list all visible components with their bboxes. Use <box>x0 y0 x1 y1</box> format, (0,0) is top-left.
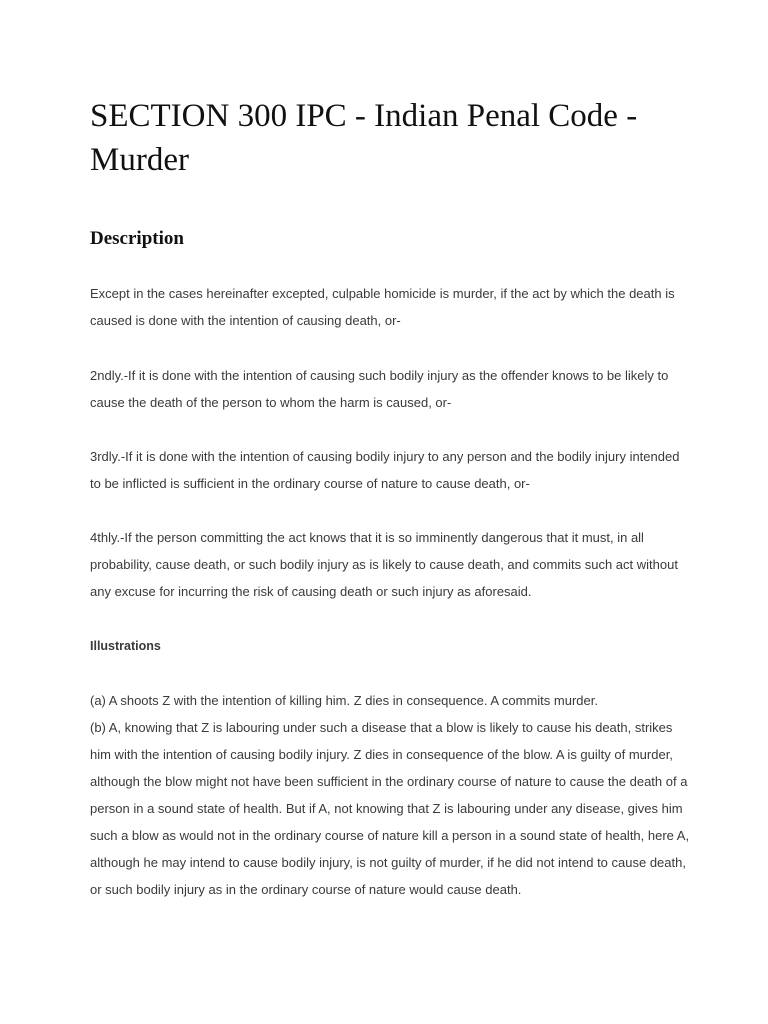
illustrations-heading: Illustrations <box>90 639 161 653</box>
paragraph-secondly: 2ndly.-If it is done with the intention of causing such bodily injury as the offender knows to be likely to cause the death of the person to whom the harm is caused, or- <box>90 368 669 410</box>
page-title: SECTION 300 IPC - Indian Penal Code - Murder <box>90 98 638 178</box>
paragraph-thirdly: 3rdly.-If it is done with the intention of causing bodily injury to any person and the bodily injury intended to be inflicted is sufficient in the ordinary course of nature to cause death, or- <box>90 449 680 491</box>
illustration-a: (a) A shoots Z with the intention of killing him. Z dies in consequence. A commits murder. <box>90 693 598 708</box>
description-heading: Description <box>90 228 184 249</box>
paragraph-murder-definition: Except in the cases hereinafter excepted, culpable homicide is murder, if the act by which the death is caused is done with the intention of causing death, or- <box>90 286 675 328</box>
paragraph-fourthly: 4thly.-If the person committing the act knows that it is so imminently dangerous that it must, in all probability, cause death, or such bodily injury as is likely to cause death, and commits such act without any excuse for incurring the risk of causing death or such injury as aforesaid. <box>90 530 678 599</box>
illustration-b: (b) A, knowing that Z is labouring under such a disease that a blow is likely to cause his death, strikes him with the intention of causing bodily injury. Z dies in consequence of the blow. A is guilty of murder, although the blow might not have been sufficient in the ordinary course of nature to cause the death of a person in a sound state of health. But if A, not knowing that Z is labouring under any disease, gives him such a blow as would not in the ordinary course of nature kill a person in a sound state of health, here A, although he may intend to cause bodily injury, is not guilty of murder, if he did not intend to cause death, or such bodily injury as in the ordinary course of nature would cause death. <box>90 720 690 897</box>
